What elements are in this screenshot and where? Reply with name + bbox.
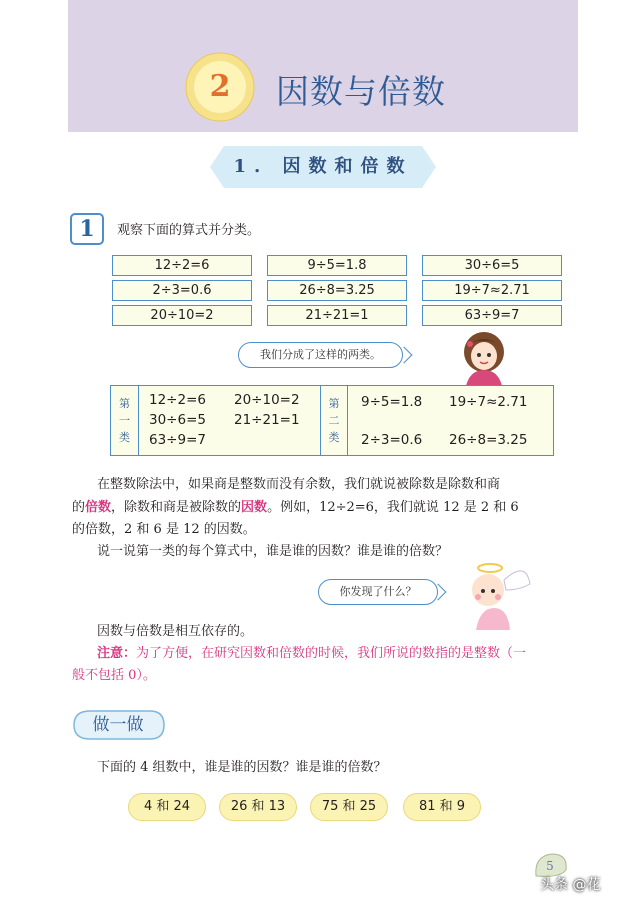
note-line-2: 般不包括 0）。	[72, 668, 156, 683]
keyword-factor: 因数	[241, 500, 268, 515]
chapter-title: 因数与倍数	[276, 72, 446, 111]
equation-box: 19÷7≈2.71	[422, 280, 562, 301]
equation-box: 26÷8=3.25	[267, 280, 407, 301]
first-class-equation: 12÷2=6	[149, 392, 206, 408]
second-class-equation: 26÷8=3.25	[449, 432, 528, 448]
equation-box: 30÷6=5	[422, 255, 562, 276]
class-label-second	[320, 386, 348, 455]
number-pair: 26 和 13	[219, 793, 297, 821]
equation-box: 20÷10=2	[112, 305, 252, 326]
text-run: 。例如，12÷2=6，我们就说 12 是 2 和 6	[267, 500, 519, 515]
explanation-line-1: 在整数除法中，如果商是整数而没有余数，我们就说被除数是除数和商	[97, 477, 501, 492]
try-it-label: 做一做	[92, 715, 144, 735]
note-text: 为了方便，在研究因数和倍数的时候，我们所说的数指的是整数（一	[136, 646, 527, 661]
equation-box: 21÷21=1	[267, 305, 407, 326]
girl-illustration	[456, 330, 512, 386]
class-label-char: 第	[328, 397, 340, 410]
second-class-equation: 19÷7≈2.71	[449, 394, 528, 410]
class-label-first	[111, 386, 139, 455]
page-number: 5	[546, 859, 554, 873]
example-number-badge: 1	[70, 213, 104, 245]
keyword-multiple: 倍数	[85, 500, 112, 515]
second-class-equation: 2÷3=0.6̇	[361, 432, 423, 448]
number-pair: 75 和 25	[310, 793, 388, 821]
class-label-char: 一	[119, 414, 130, 427]
dependency-statement: 因数与倍数是相互依存的。	[97, 624, 254, 639]
note-line-1	[97, 643, 526, 665]
equation-box: 9÷5=1.8	[267, 255, 407, 276]
equation-box: 63÷9=7	[422, 305, 562, 326]
class-label-char: 二	[328, 414, 340, 427]
equation-box: 2÷3=0.6̇	[112, 280, 252, 301]
example-prompt: 观察下面的算式并分类。	[117, 223, 261, 238]
section-title: 1. 因数和倍数	[233, 156, 413, 177]
equation-box: 12÷2=6	[112, 255, 252, 276]
watermark: 头条 @花	[540, 877, 601, 893]
first-class-equation: 63÷9=7	[149, 432, 206, 448]
chapter-number: 2	[209, 69, 231, 104]
text-run: ，除数和商是被除数的	[111, 500, 242, 515]
first-class-equation: 21÷21=1	[234, 412, 300, 428]
class-label-char: 第	[119, 397, 130, 410]
text-run: 的	[72, 500, 86, 515]
exercise-prompt: 下面的 4 组数中，谁是谁的因数？谁是谁的倍数？	[97, 760, 387, 775]
first-class-equation: 30÷6=5	[149, 412, 206, 428]
angel-speech-bubble: 你发现了什么？	[318, 579, 438, 605]
explanation-line-3: 的倍数，2 和 6 是 12 的因数。	[72, 522, 256, 537]
first-class-equation: 20÷10=2	[234, 392, 300, 408]
number-pair: 81 和 9	[403, 793, 481, 821]
explanation-line-2	[72, 497, 519, 519]
angel-illustration	[460, 560, 532, 630]
discussion-question: 说一说第一类的每个算式中，谁是谁的因数？谁是谁的倍数？	[97, 544, 449, 559]
second-class-equation: 9÷5=1.8	[361, 394, 423, 410]
girl-speech-bubble: 我们分成了这样的两类。	[238, 342, 403, 368]
number-pair: 4 和 24	[128, 793, 206, 821]
class-label-char: 类	[328, 431, 340, 444]
classification-table	[110, 385, 554, 456]
class-label-char: 类	[119, 431, 130, 444]
note-label: 注意：	[97, 646, 137, 661]
